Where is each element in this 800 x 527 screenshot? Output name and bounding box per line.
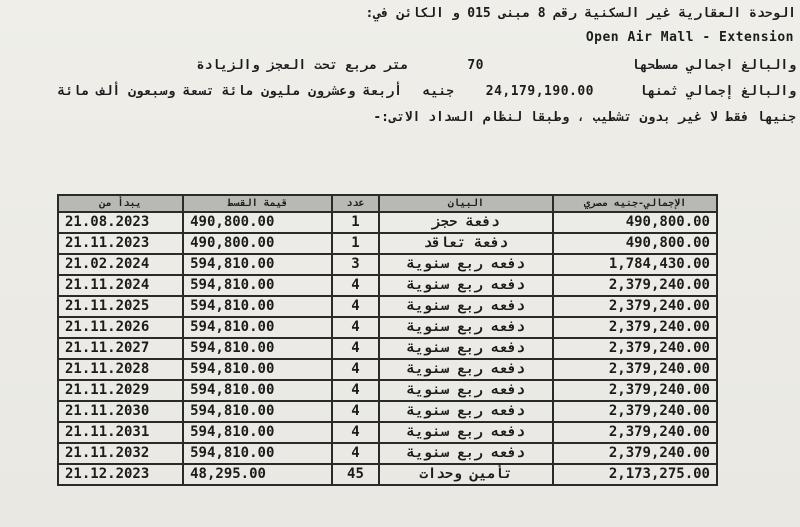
count-cell: 4: [332, 359, 378, 380]
count-cell: 4: [332, 338, 378, 359]
starting-from-cell: 21.11.2026: [58, 317, 183, 338]
project-name: Open Air Mall - Extension: [585, 30, 794, 45]
table-row: [58, 359, 717, 380]
count-cell: 1: [332, 233, 378, 254]
column-header-description: البيان: [379, 195, 553, 212]
installment-value-cell: 594,810.00: [183, 275, 332, 296]
starting-from-cell: 21.11.2023: [58, 233, 183, 254]
description-cell: دفعه ربع سنوية: [379, 317, 553, 338]
starting-from-cell: 21.11.2031: [58, 422, 183, 443]
column-header-total: الإجمالي-جنيه مصري: [553, 195, 717, 212]
total-cell: 490,800.00: [553, 212, 717, 233]
description-cell: دفعه ربع سنوية: [379, 275, 553, 296]
description-cell: دفعة حجز: [379, 212, 553, 233]
total-cell: 1,784,430.00: [553, 254, 717, 275]
installment-value-cell: 490,800.00: [183, 233, 332, 254]
column-header-installment-value: قيمة القسط: [183, 195, 332, 212]
total-cell: 2,379,240.00: [553, 422, 717, 443]
table-row: [58, 317, 717, 338]
count-cell: 4: [332, 317, 378, 338]
description-cell: دفعه ربع سنوية: [379, 422, 553, 443]
starting-from-cell: 21.11.2029: [58, 380, 183, 401]
starting-from-cell: 21.11.2032: [58, 443, 183, 464]
installment-value-cell: 594,810.00: [183, 317, 332, 338]
installment-value-cell: 594,810.00: [183, 254, 332, 275]
installment-value-cell: 594,810.00: [183, 422, 332, 443]
count-cell: 4: [332, 275, 378, 296]
description-cell: دفعه ربع سنوية: [379, 401, 553, 422]
payment-terms-line: جنيها فقط لا غير بدون تشطيب ، وطبقا لنظام السداد الاتى:-: [373, 110, 796, 125]
table-row: [58, 464, 717, 485]
unit-description-line: الوحدة العقارية غير السكنية رقم 8 مبنى 015 و الكائن في:: [365, 6, 796, 21]
currency-label: جنيه: [422, 84, 454, 99]
count-cell: 4: [332, 401, 378, 422]
count-cell: 4: [332, 443, 378, 464]
installment-value-cell: 490,800.00: [183, 212, 332, 233]
starting-from-cell: 21.11.2027: [58, 338, 183, 359]
installment-value-cell: 594,810.00: [183, 401, 332, 422]
table-row: [58, 275, 717, 296]
table-row: [58, 233, 717, 254]
total-cell: 2,379,240.00: [553, 443, 717, 464]
description-cell: دفعه ربع سنوية: [379, 443, 553, 464]
description-cell: دفعه ربع سنوية: [379, 359, 553, 380]
total-cell: 2,173,275.00: [553, 464, 717, 485]
count-cell: 45: [332, 464, 378, 485]
total-cell: 2,379,240.00: [553, 380, 717, 401]
price-label: والبالغ إجمالي ثمنها: [639, 84, 796, 99]
table-row: [58, 422, 717, 443]
total-cell: 490,800.00: [553, 233, 717, 254]
starting-from-cell: 21.11.2030: [58, 401, 183, 422]
starting-from-cell: 21.12.2023: [58, 464, 183, 485]
area-unit: متر مربع تحت العجز والزيادة: [196, 58, 408, 73]
table-row: [58, 380, 717, 401]
installment-value-cell: 594,810.00: [183, 380, 332, 401]
count-cell: 1: [332, 212, 378, 233]
count-cell: 4: [332, 422, 378, 443]
column-header-starting-from: يبدأ من: [58, 195, 183, 212]
table-row: [58, 212, 717, 233]
total-cell: 2,379,240.00: [553, 317, 717, 338]
area-label: والبالغ اجمالي مسطحها: [631, 58, 796, 73]
table-row: [58, 338, 717, 359]
total-cell: 2,379,240.00: [553, 275, 717, 296]
area-value: 70: [467, 58, 484, 73]
installment-value-cell: 594,810.00: [183, 296, 332, 317]
table-header-row: [58, 195, 717, 212]
starting-from-cell: 21.02.2024: [58, 254, 183, 275]
starting-from-cell: 21.11.2025: [58, 296, 183, 317]
total-cell: 2,379,240.00: [553, 296, 717, 317]
description-cell: دفعه ربع سنوية: [379, 380, 553, 401]
count-cell: 4: [332, 296, 378, 317]
description-cell: دفعه ربع سنوية: [379, 338, 553, 359]
total-cell: 2,379,240.00: [553, 338, 717, 359]
installment-value-cell: 594,810.00: [183, 443, 332, 464]
installment-value-cell: 48,295.00: [183, 464, 332, 485]
total-cell: 2,379,240.00: [553, 401, 717, 422]
description-cell: دفعه ربع سنوية: [379, 296, 553, 317]
starting-from-cell: 21.08.2023: [58, 212, 183, 233]
column-header-count: عدد: [332, 195, 378, 212]
price-value: 24,179,190.00: [485, 84, 594, 99]
starting-from-cell: 21.11.2028: [58, 359, 183, 380]
installment-value-cell: 594,810.00: [183, 338, 332, 359]
starting-from-cell: 21.11.2024: [58, 275, 183, 296]
description-cell: دفعة تعاقد: [379, 233, 553, 254]
count-cell: 3: [332, 254, 378, 275]
payment-schedule-table: [57, 194, 718, 486]
description-cell: تأمين وحدات: [379, 464, 553, 485]
price-in-words: أربعة وعشرون مليون مائة تسعة وسبعون ألف مائة: [57, 84, 402, 99]
description-cell: دفعه ربع سنوية: [379, 254, 553, 275]
table-row: [58, 443, 717, 464]
table-row: [58, 401, 717, 422]
table-row: [58, 296, 717, 317]
total-cell: 2,379,240.00: [553, 359, 717, 380]
count-cell: 4: [332, 380, 378, 401]
installment-value-cell: 594,810.00: [183, 359, 332, 380]
table-row: [58, 254, 717, 275]
